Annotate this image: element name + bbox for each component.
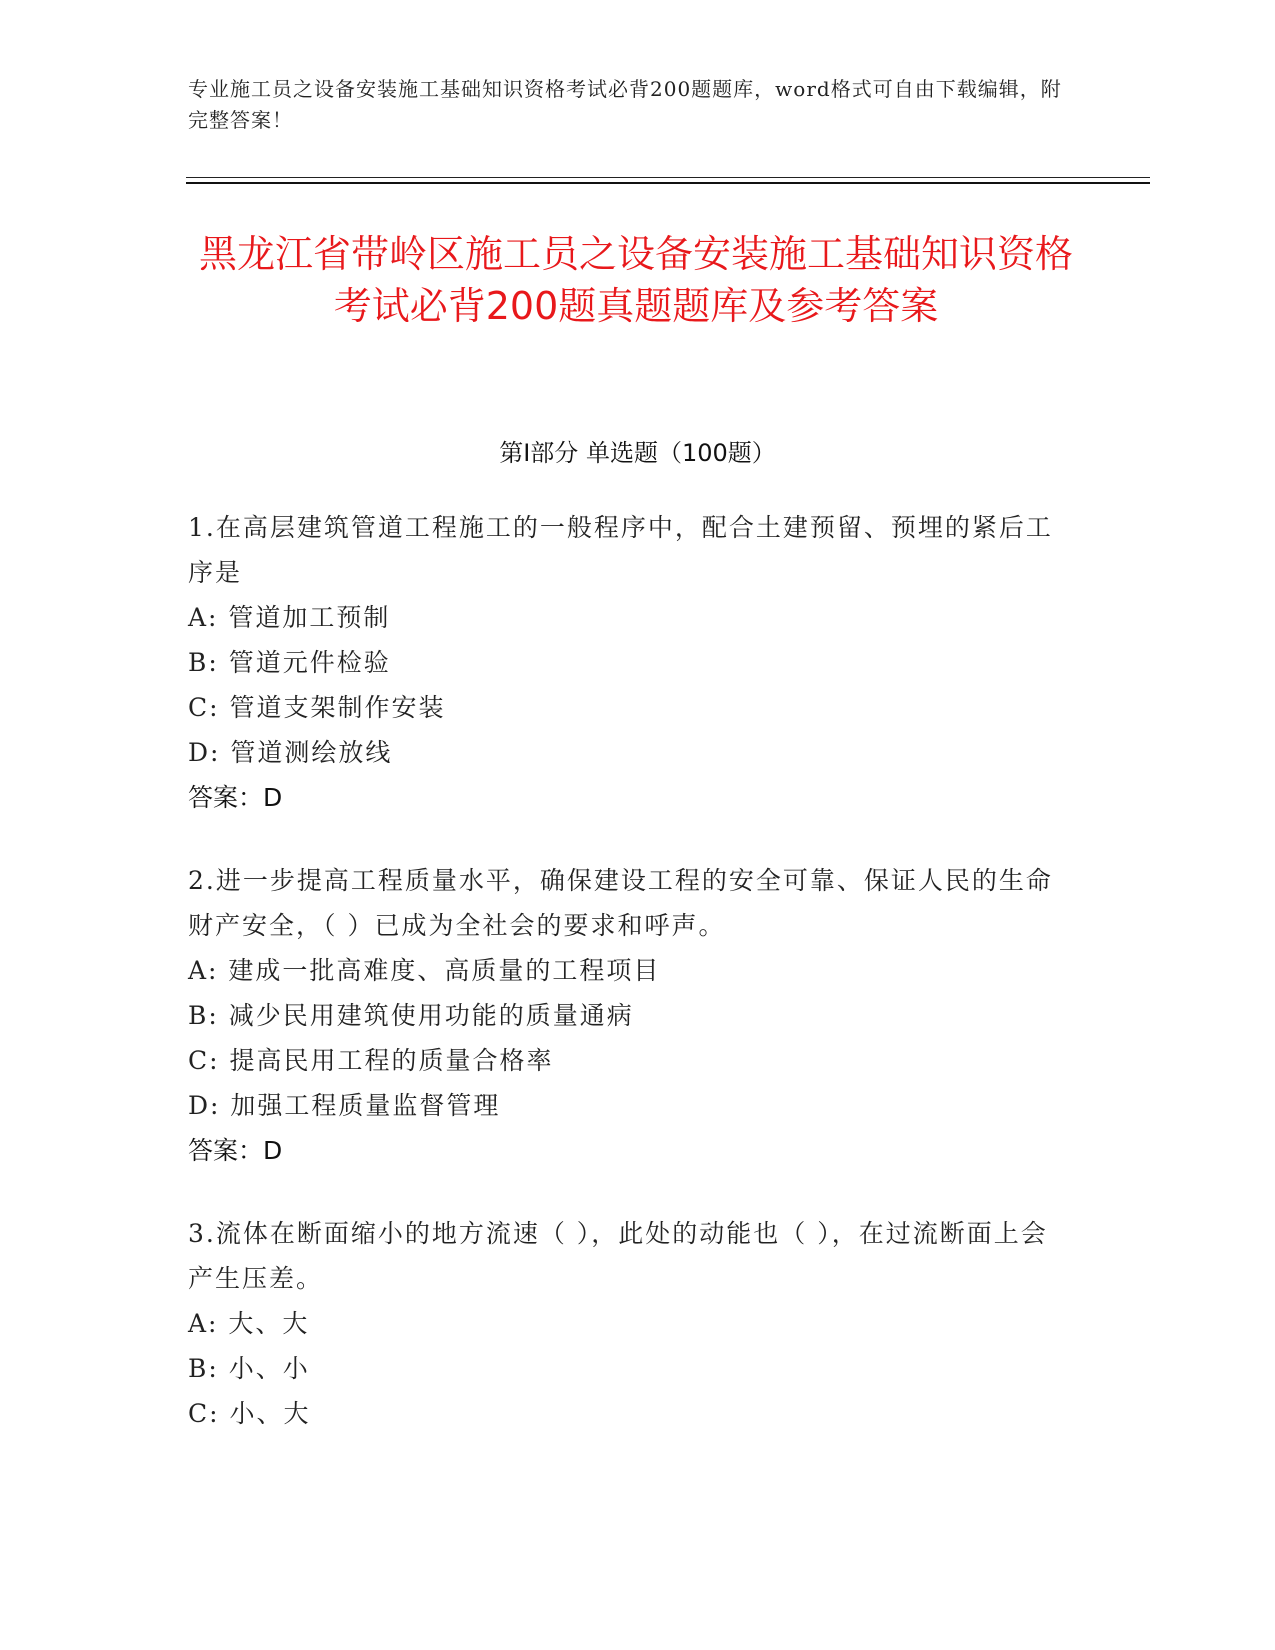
answer: 答案：D: [188, 783, 283, 812]
header-divider-thick: [186, 182, 1150, 184]
document-title: 黑龙江省带岭区施工员之设备安装施工基础知识资格考试必背200题真题题库及参考答案: [198, 232, 1073, 328]
question-3: [188, 1211, 1068, 1436]
option-a: A: 管道加工预制: [188, 603, 391, 632]
header-note: 专业施工员之设备安装施工基础知识资格考试必背200题题库，word格式可自由下载编辑，附完整答案！: [188, 77, 1062, 132]
header-divider-thin: [186, 177, 1150, 178]
option-b: B: 管道元件检验: [188, 648, 391, 677]
option-a: A: 大、大: [188, 1309, 310, 1338]
section-heading: 第Ⅰ部分 单选题（100题）: [499, 439, 776, 467]
option-d: D: 加强工程质量监督管理: [188, 1091, 501, 1120]
option-b: B: 小、小: [188, 1354, 310, 1383]
option-a: A: 建成一批高难度、高质量的工程项目: [188, 956, 661, 985]
answer: 答案：D: [188, 1136, 283, 1165]
question-stem: 1.在高层建筑管道工程施工的一般程序中，配合土建预留、预埋的紧后工序是: [188, 513, 1053, 587]
question-2: [188, 858, 1068, 1173]
option-d: D: 管道测绘放线: [188, 738, 393, 767]
option-c: C: 管道支架制作安装: [188, 693, 446, 722]
option-c: C: 提高民用工程的质量合格率: [188, 1046, 554, 1075]
option-c: C: 小、大: [188, 1399, 311, 1428]
question-1: [188, 505, 1068, 820]
option-b: B: 减少民用建筑使用功能的质量通病: [188, 1001, 634, 1030]
question-stem: 2.进一步提高工程质量水平，确保建设工程的安全可靠、保证人民的生命财产安全，（ ）已成为全社会的要求和呼声。: [188, 866, 1053, 940]
question-stem: 3.流体在断面缩小的地方流速（ ），此处的动能也（ ），在过流断面上会产生压差。: [188, 1219, 1048, 1293]
